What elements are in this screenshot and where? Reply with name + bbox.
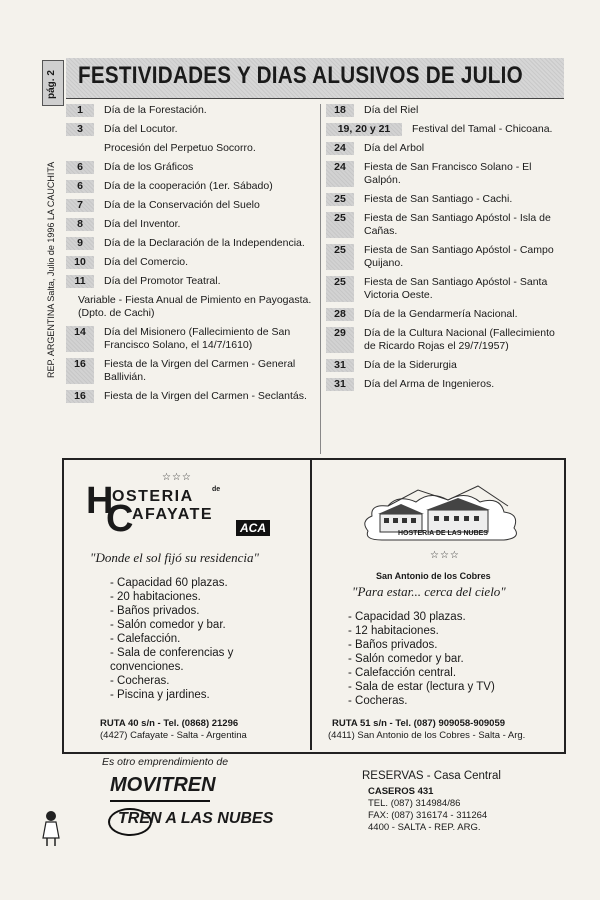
event-text: Fiesta de San Francisco Solano - El Galpón.: [364, 161, 532, 186]
page-title: FESTIVIDADES Y DIAS ALUSIVOS DE JULIO: [78, 62, 523, 89]
event-day: 31: [326, 378, 354, 391]
nubes-sign: HOSTERIA DE LAS NUBES: [398, 530, 488, 537]
title-bar: [66, 58, 564, 99]
event-text: Día del Locutor.: [104, 123, 178, 135]
reservas-city: 4400 - SALTA - REP. ARG.: [368, 822, 481, 833]
event-row: [66, 390, 318, 403]
event-text: Día del Promotor Teatral.: [104, 275, 221, 287]
feature-item: - Cocheras.: [110, 674, 300, 688]
reservas-street: CASEROS 431: [368, 786, 434, 797]
feature-item: - Sala de conferencias y convenciones.: [110, 646, 300, 674]
event-row: [66, 294, 318, 320]
event-row: [326, 378, 566, 391]
event-text: Día del Arbol: [364, 142, 425, 154]
feature-item: - Baños privados.: [348, 638, 558, 652]
event-text: Día del Riel: [364, 104, 419, 116]
event-day: 25: [326, 276, 354, 302]
event-day: 25: [326, 193, 354, 206]
feature-item: - Salón comedor y bar.: [348, 652, 558, 666]
feature-item: - Capacidad 30 plazas.: [348, 610, 558, 624]
event-text: Día de la Siderurgia: [364, 359, 457, 371]
event-row: [326, 161, 566, 187]
event-text: Fiesta de la Virgen del Carmen - General Ballivián.: [104, 358, 296, 383]
event-day: 3: [66, 123, 94, 136]
event-row: [66, 218, 318, 231]
event-row: [66, 256, 318, 269]
event-row: [66, 199, 318, 212]
event-day: 31: [326, 359, 354, 372]
feature-item: - 12 habitaciones.: [348, 624, 558, 638]
column-divider: [320, 104, 321, 454]
event-text: Variable - Fiesta Anual de Pimiento en Payogasta.(Dpto. de Cachi): [78, 294, 312, 319]
feature-item: - Calefacción central.: [348, 666, 558, 680]
publication-info: REP. ARGENTINA Salta, Julio de 1996 LA CAUCHITA: [46, 161, 56, 378]
event-text: Fiesta de San Santiago Apóstol - Santa Victoria Oeste.: [364, 276, 548, 301]
feature-item: - Cocheras.: [348, 694, 558, 708]
cafayate-slogan: "Donde el sol fijó su residencia": [90, 550, 259, 565]
cafayate-features: [110, 576, 300, 702]
feature-item: - 20 habitaciones.: [110, 590, 300, 604]
sidebar: [42, 60, 64, 380]
event-day: 7: [66, 199, 94, 212]
event-day: 6: [66, 180, 94, 193]
event-row: [326, 327, 566, 353]
feature-item: - Piscina y jardines.: [110, 688, 300, 702]
movitren-logo: MOVITREN: [110, 774, 216, 796]
event-day: 9: [66, 237, 94, 250]
feature-item: - Sala de estar (lectura y TV): [348, 680, 558, 694]
event-row: [326, 193, 566, 206]
event-day: 16: [66, 390, 94, 403]
event-text: Fiesta de San Santiago - Cachi.: [364, 193, 513, 205]
event-text: Día de la cooperación (1er. Sábado): [104, 180, 273, 192]
nubes-route: RUTA 51 s/n - Tel. (087) 909058-909059: [332, 718, 506, 729]
event-day: 25: [326, 244, 354, 270]
event-text: Festival del Tamal - Chicoana.: [412, 123, 553, 135]
ads-divider: [310, 458, 312, 750]
event-day: 24: [326, 161, 354, 187]
event-row: [326, 142, 566, 155]
event-day: 16: [66, 358, 94, 384]
event-text: Procesión del Perpetuo Socorro.: [104, 142, 256, 154]
event-day: 25: [326, 212, 354, 238]
event-day: 1: [66, 104, 94, 117]
event-row: [326, 244, 566, 270]
event-text: Fiesta de San Santiago Apóstol - Isla de Cañas.: [364, 212, 551, 237]
logo-letter-c: C: [106, 498, 133, 540]
event-day: 29: [326, 327, 354, 353]
logo-line2: AFAYATE: [132, 506, 214, 523]
footer-intro: Es otro emprendimiento de: [102, 756, 229, 768]
tren-nubes-logo: TREN A LAS NUBES: [118, 810, 274, 827]
reservas-title: RESERVAS - Casa Central: [362, 770, 501, 782]
cartoon-figure-icon: [40, 808, 62, 848]
event-text: Día de la Cultura Nacional (Fallecimiento de Ricardo Rojas el 29/7/1957): [364, 327, 555, 352]
event-row: [66, 237, 318, 250]
reservas-fax: FAX: (087) 316174 - 311264: [368, 810, 488, 821]
event-text: Día de la Gendarmería Nacional.: [364, 308, 518, 320]
event-text: Día del Arma de Ingenieros.: [364, 378, 495, 390]
event-text: Fiesta de la Virgen del Carmen - Seclantás.: [104, 390, 307, 402]
event-day: 14: [66, 326, 94, 352]
events-left-column: [66, 104, 318, 409]
event-day: 28: [326, 308, 354, 321]
nubes-place: San Antonio de los Cobres: [376, 571, 491, 581]
event-row: [326, 308, 566, 321]
event-text: Día del Misionero (Fallecimiento de San Francisco Solano, el 14/7/1610): [104, 326, 291, 351]
cafayate-route: RUTA 40 s/n - Tel. (0868) 21296: [100, 718, 239, 729]
rating-stars-icon: ☆☆☆: [162, 472, 192, 483]
page-number-box: [42, 60, 64, 106]
event-row: [66, 275, 318, 288]
nubes-slogan: "Para estar... cerca del cielo": [352, 584, 506, 599]
event-day: 10: [66, 256, 94, 269]
event-text: Día del Inventor.: [104, 218, 181, 230]
event-text: Día de la Declaración de la Independencia.: [104, 237, 305, 249]
event-row: [66, 123, 318, 136]
event-row: [326, 104, 566, 117]
event-row: [326, 359, 566, 372]
event-row: [326, 276, 566, 302]
event-row: [66, 326, 318, 352]
page-number: pág. 2: [46, 70, 57, 99]
movitren-underline: [110, 800, 210, 802]
event-text: Fiesta de San Santiago Apóstol - Campo Quijano.: [364, 244, 554, 269]
feature-item: - Capacidad 60 plazas.: [110, 576, 300, 590]
nubes-address: (4411) San Antonio de los Cobres - Salta - Arg.: [328, 730, 526, 741]
feature-item: - Salón comedor y bar.: [110, 618, 300, 632]
footer: [62, 750, 566, 850]
logo-line1: OSTERIA: [112, 488, 194, 505]
event-day: 18: [326, 104, 354, 117]
cafayate-address: (4427) Cafayate - Salta - Argentina: [100, 730, 247, 741]
feature-item: - Baños privados.: [110, 604, 300, 618]
event-row: [66, 358, 318, 384]
event-row: [326, 212, 566, 238]
rating-stars-icon: ☆☆☆: [430, 550, 460, 561]
event-day: [66, 142, 94, 155]
ad-hosteria-nubes: [318, 470, 560, 746]
event-text: Día de la Forestación.: [104, 104, 207, 116]
event-text: Día de los Gráficos: [104, 161, 194, 173]
event-row: [66, 180, 318, 193]
reservas-tel: TEL. (087) 314984/86: [368, 798, 461, 809]
event-day: 11: [66, 275, 94, 288]
event-row: [66, 161, 318, 174]
event-text: Día de la Conservación del Suelo: [104, 199, 260, 211]
aca-logo: ACA: [236, 520, 270, 536]
logo-de: de: [212, 486, 221, 493]
events-right-column: [326, 104, 566, 397]
logo-letter-h: H: [86, 480, 113, 522]
event-day: 24: [326, 142, 354, 155]
nubes-features: [348, 610, 558, 708]
feature-item: - Calefacción.: [110, 632, 300, 646]
event-day: 19, 20 y 21: [326, 123, 402, 136]
ad-hosteria-cafayate: [66, 470, 306, 746]
event-row: [66, 104, 318, 117]
hosteria-cafayate-logo: [86, 482, 306, 538]
event-row: [326, 123, 566, 136]
event-day: 8: [66, 218, 94, 231]
event-row: [66, 142, 318, 155]
event-text: Día del Comercio.: [104, 256, 189, 268]
event-day: 6: [66, 161, 94, 174]
